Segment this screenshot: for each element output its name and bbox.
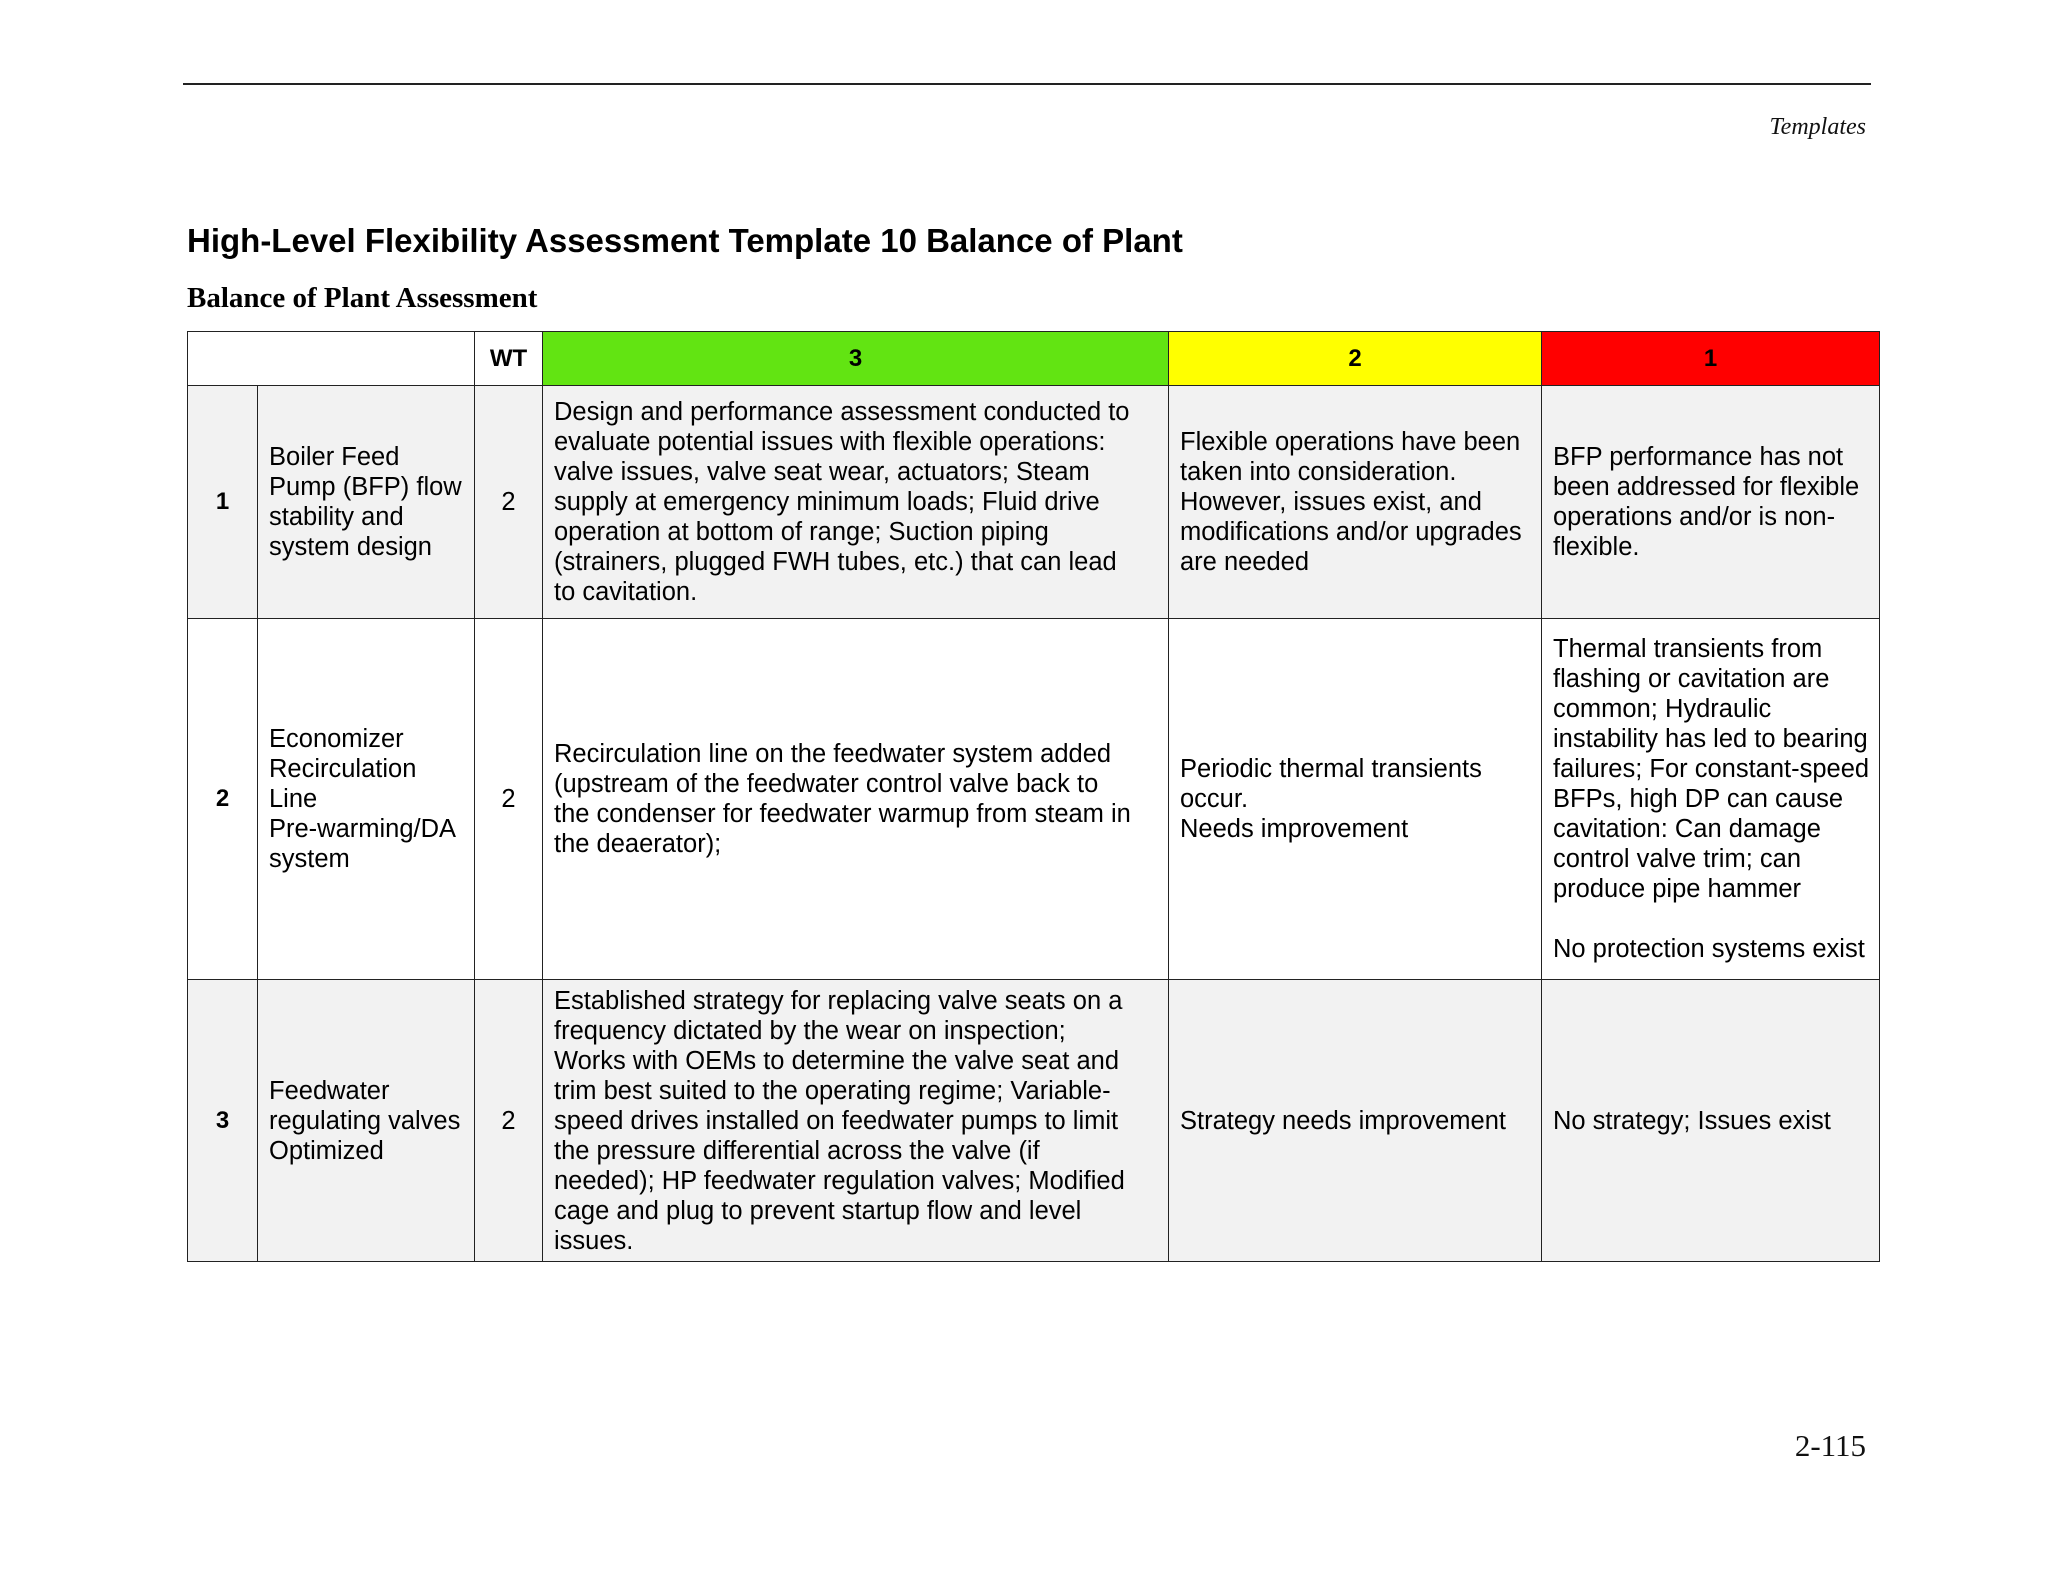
table-row: [188, 619, 1880, 980]
header-score-3: 3: [543, 332, 1169, 386]
row-score-3-criteria: Established strategy for replacing valve seats on a frequency dictated by the wear on inspection; Works with OEMs to determine the valve seat and trim best suited to the operating regime; Variable- speed drives installed on feedwater pumps to limit the pressure differential across the valve (if needed); HP feedwater regulation valves; Modified cage and plug to prevent startup flow and level issues.: [543, 980, 1169, 1262]
row-score-1-criteria: BFP performance has not been addressed for flexible operations and/or is non- flexible.: [1542, 386, 1880, 619]
row-score-1-criteria: No strategy; Issues exist: [1542, 980, 1880, 1262]
page-number: 2-115: [1794, 1428, 1866, 1463]
header-rule: [183, 83, 1871, 85]
table-row: [188, 386, 1880, 619]
row-item: Feedwater regulating valves Optimized: [258, 980, 475, 1262]
header-score-1: 1: [1542, 332, 1880, 386]
assessment-table: [187, 331, 1880, 1262]
row-score-1-criteria: Thermal transients from flashing or cavitation are common; Hydraulic instability has led to bearing failures; For constant-speed BFPs, high DP can cause cavitation: Can damage control valve trim; can produce pipe hammer No protection systems exist: [1542, 619, 1880, 980]
row-score-3-criteria: Recirculation line on the feedwater system added (upstream of the feedwater control valve back to the condenser for feedwater warmup from steam in the deaerator);: [543, 619, 1169, 980]
table-header-row: [188, 332, 1880, 386]
row-weight: 2: [475, 619, 543, 980]
row-number: 1: [188, 386, 258, 619]
row-item: Boiler Feed Pump (BFP) flow stability and system design: [258, 386, 475, 619]
running-header: Templates: [1769, 114, 1866, 140]
row-score-2-criteria: Flexible operations have been taken into consideration. However, issues exist, and modifications and/or upgrades are needed: [1169, 386, 1542, 619]
header-wt: WT: [475, 332, 543, 386]
row-weight: 2: [475, 386, 543, 619]
page-title: High-Level Flexibility Assessment Template 10 Balance of Plant: [187, 222, 1183, 259]
header-score-2: 2: [1169, 332, 1542, 386]
header-blank-cell: [188, 332, 475, 386]
table-row: [188, 980, 1880, 1262]
row-score-3-criteria: Design and performance assessment conducted to evaluate potential issues with flexible operations: valve issues, valve seat wear, actuators; Steam supply at emergency minimum loads; Fluid drive operation at bottom of range; Suction piping (strainers, plugged FWH tubes, etc.) that can lead to cavitation.: [543, 386, 1169, 619]
row-item: Economizer Recirculation Line Pre-warming/DA system: [258, 619, 475, 980]
row-score-2-criteria: Strategy needs improvement: [1169, 980, 1542, 1262]
row-score-1-note: No protection systems exist: [1553, 935, 1865, 963]
section-title: Balance of Plant Assessment: [187, 282, 538, 314]
row-weight: 2: [475, 980, 543, 1262]
row-score-2-criteria: Periodic thermal transients occur. Needs improvement: [1169, 619, 1542, 980]
row-number: 3: [188, 980, 258, 1262]
row-number: 2: [188, 619, 258, 980]
